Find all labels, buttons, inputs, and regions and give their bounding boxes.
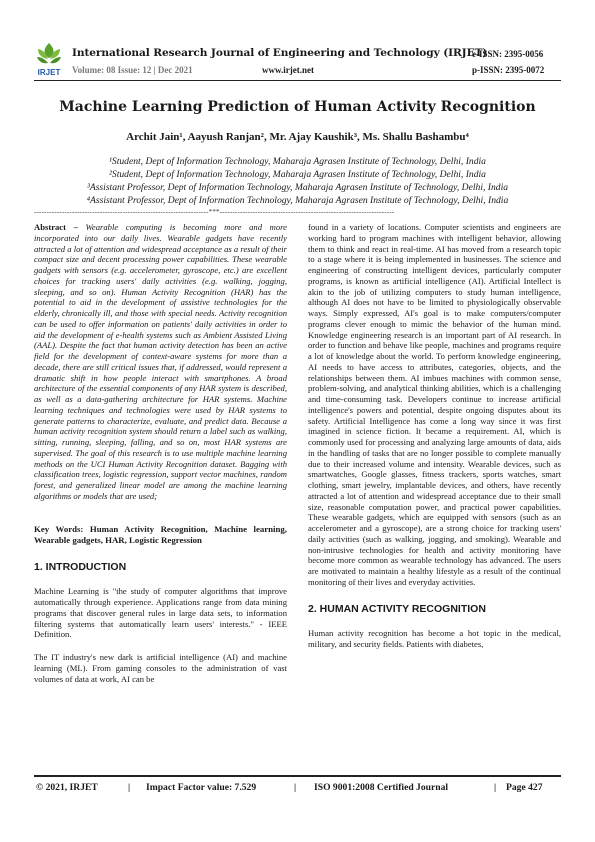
har-paragraph-1: Human activity recognition has become a hot topic in the medical, military, and security fields. Patients with diabetes, <box>308 628 561 649</box>
journal-logo <box>34 40 64 80</box>
footer-impact-factor: Impact Factor value: 7.529 <box>146 782 257 793</box>
logo-text: IRJET <box>37 68 61 77</box>
abstract <box>34 222 287 502</box>
intro-paragraph-2: The IT industry's new dark is artificial intelligence (AI) and machine learning (ML). From gaming consoles to the administration of vast volumes of data at work, AI can be <box>34 652 287 684</box>
left-column <box>34 222 287 696</box>
header-divider <box>34 80 561 81</box>
section-heading-introduction: 1. INTRODUCTION <box>34 560 127 573</box>
volume-info: Volume: 08 Issue: 12 | Dec 2021 <box>72 65 193 75</box>
footer-copyright: © 2021, IRJET <box>36 782 98 793</box>
footer-separator: | <box>494 782 497 793</box>
keywords: Key Words: Human Activity Recognition, Machine learning, Wearable gadgets, HAR, Logistic Regression <box>34 523 287 545</box>
footer-divider <box>34 775 561 777</box>
footer-separator: | <box>128 782 131 793</box>
intro-paragraph-continued: found in a variety of locations. Computer scientists and engineers are working hard to program machines with intelligent behavior, allowing them to think and react in real-time. AI has moved from a research topic to a stage where it is being implemented in businesses. The science and engineering of constructing intelligent devices, particularly computer programs, is known as artificial intelligence (AI). Artificial Intellect is akin to the job of utilizing computers to study human intelligence, although AI does not have to be limited to physiologically observable ways. Simply expressed, AI's goal is to make computers/computer programs clever enough to mimic the behavior of the human mind. Knowledge engineering research is an important part of AI research. In order to function and behave like people, machines and programs require a lot of knowledge about the world. To perform knowledge engineering, AI needs to have access to attributes, categories, objects, and the relationships between them. AI imbues machines with common sense, problem-solving, and analytical thinking abilities, which is a challenging and time-consuming task. Developers continue to increase artificial intelligence's powers and potential, despite ongoing disputes about its safety. Artificial Intelligence has come a long way since it was first imagined in science fiction. It became a requirement. AI, which is commonly used for processing and analyzing large amounts of data, aids in the handling of tasks that are no longer possible to complete manually due to their increased volume and intensity. Wearable devices, such as smartwatches, Google glasses, fitness trackers, sports watches, smart clothing, smart jewelry, implantable devices, and others, have recently attracted a lot of attention and widespread acceptance due to their small size, reasonable computation power, and practical power capabilities. These wearable gadgets, which are equipped with sensors (such as an accelerometer and a gyroscope), are a strong choice for tracking users' daily activities (such as walking, jogging, and smoking). Wearable and non-intrusive technologies for health and activity monitoring have become more common as wearable technology has advanced. The users are motivated to maintain a healthy lifestyle as a result of the continual monitoring of their lives and everyday activities. <box>308 222 561 587</box>
irjet-logo-icon <box>34 40 64 80</box>
intro-paragraph-1: Machine Learning is "the study of computer algorithms that improve automatically through experience. Applications range from data mining programs that discover general rules in large data sets, to information filtering systems that automatically learn users' interests." - IEEE Definition. <box>34 586 287 640</box>
abstract-label: Abstract – <box>34 222 78 232</box>
footer-separator: | <box>294 782 297 793</box>
p-issn: p-ISSN: 2395-0072 <box>472 65 545 75</box>
affiliation-4: ⁴Assistant Professor, Dept of Information Technology, Maharaja Agrasen Institute of Technology, Delhi, India <box>86 195 509 206</box>
abstract-text: Wearable computing is becoming more and more incorporated into our daily lives. Wearable gadgets have recently attracted a lot of attention and widespread acceptance as a result of their compact size and decent processing power capabilities. These wearable gadgets with sensors (e.g. accelerometer, gyroscope, etc.) are excellent choices for tracking users' daily activities (e.g. walking, jogging, sleeping, and so on). Human Activity Recognition (HAR) has the potential to aid in the development of assistive technologies for the elderly, chronically ill, and those with special needs. Activity recognition can be used to offer information on patients' daily activities in order to aid the development of e-health systems such as Ambient Assisted Living (AAL). Despite the fact that human activity detection has been an active field for the development of context-aware systems for more than a decade, there are still critical issues that, if addressed, would represent a dramatic shift in how people interact with smartphones. A broad architecture of the essential components of any HAR system is described, as well as a data-gathering architecture for HAR systems. Machine learning techniques and technologies were used by HAR systems to generate patterns to characterize, evaluate, and predict data. Because a human activity recognition system should return a label such as walking, sitting, running, sleeping, falling, and so on, most HAR systems are supervised. The goal of this research is to use multiple machine learning methods on the UCI Human Activity Recognition dataset. Bagging with classification trees, logistic regression, support vector machines, random forest, and generalized linear model are among the machine learning algorithms or models that are used; <box>34 222 287 501</box>
footer-iso: ISO 9001:2008 Certified Journal <box>314 782 449 793</box>
affiliation-1: ¹Student, Dept of Information Technology, Maharaja Agrasen Institute of Technology, Delhi, India <box>109 156 486 167</box>
journal-title: International Research Journal of Engineering and Technology (IRJET) <box>72 47 488 59</box>
e-issn: e-ISSN: 2395-0056 <box>472 49 544 59</box>
section-separator: ---------------------------------------------------------------------***--------------------------------------------------------------------- <box>34 208 395 216</box>
section-heading-har: 2. HUMAN ACTIVITY RECOGNITION <box>308 602 486 615</box>
footer-page-number: Page 427 <box>506 782 543 793</box>
author-list: Archit Jain¹, Aayush Ranjan², Mr. Ajay Kaushik³, Ms. Shallu Bashambu⁴ <box>126 131 469 143</box>
right-column <box>308 222 561 662</box>
journal-website[interactable]: www.irjet.net <box>262 65 314 75</box>
affiliation-3: ³Assistant Professor, Dept of Information Technology, Maharaja Agrasen Institute of Technology, Delhi, India <box>86 182 509 193</box>
affiliation-2: ²Student, Dept of Information Technology, Maharaja Agrasen Institute of Technology, Delhi, India <box>109 169 486 180</box>
paper-title: Machine Learning Prediction of Human Activity Recognition <box>59 99 536 115</box>
